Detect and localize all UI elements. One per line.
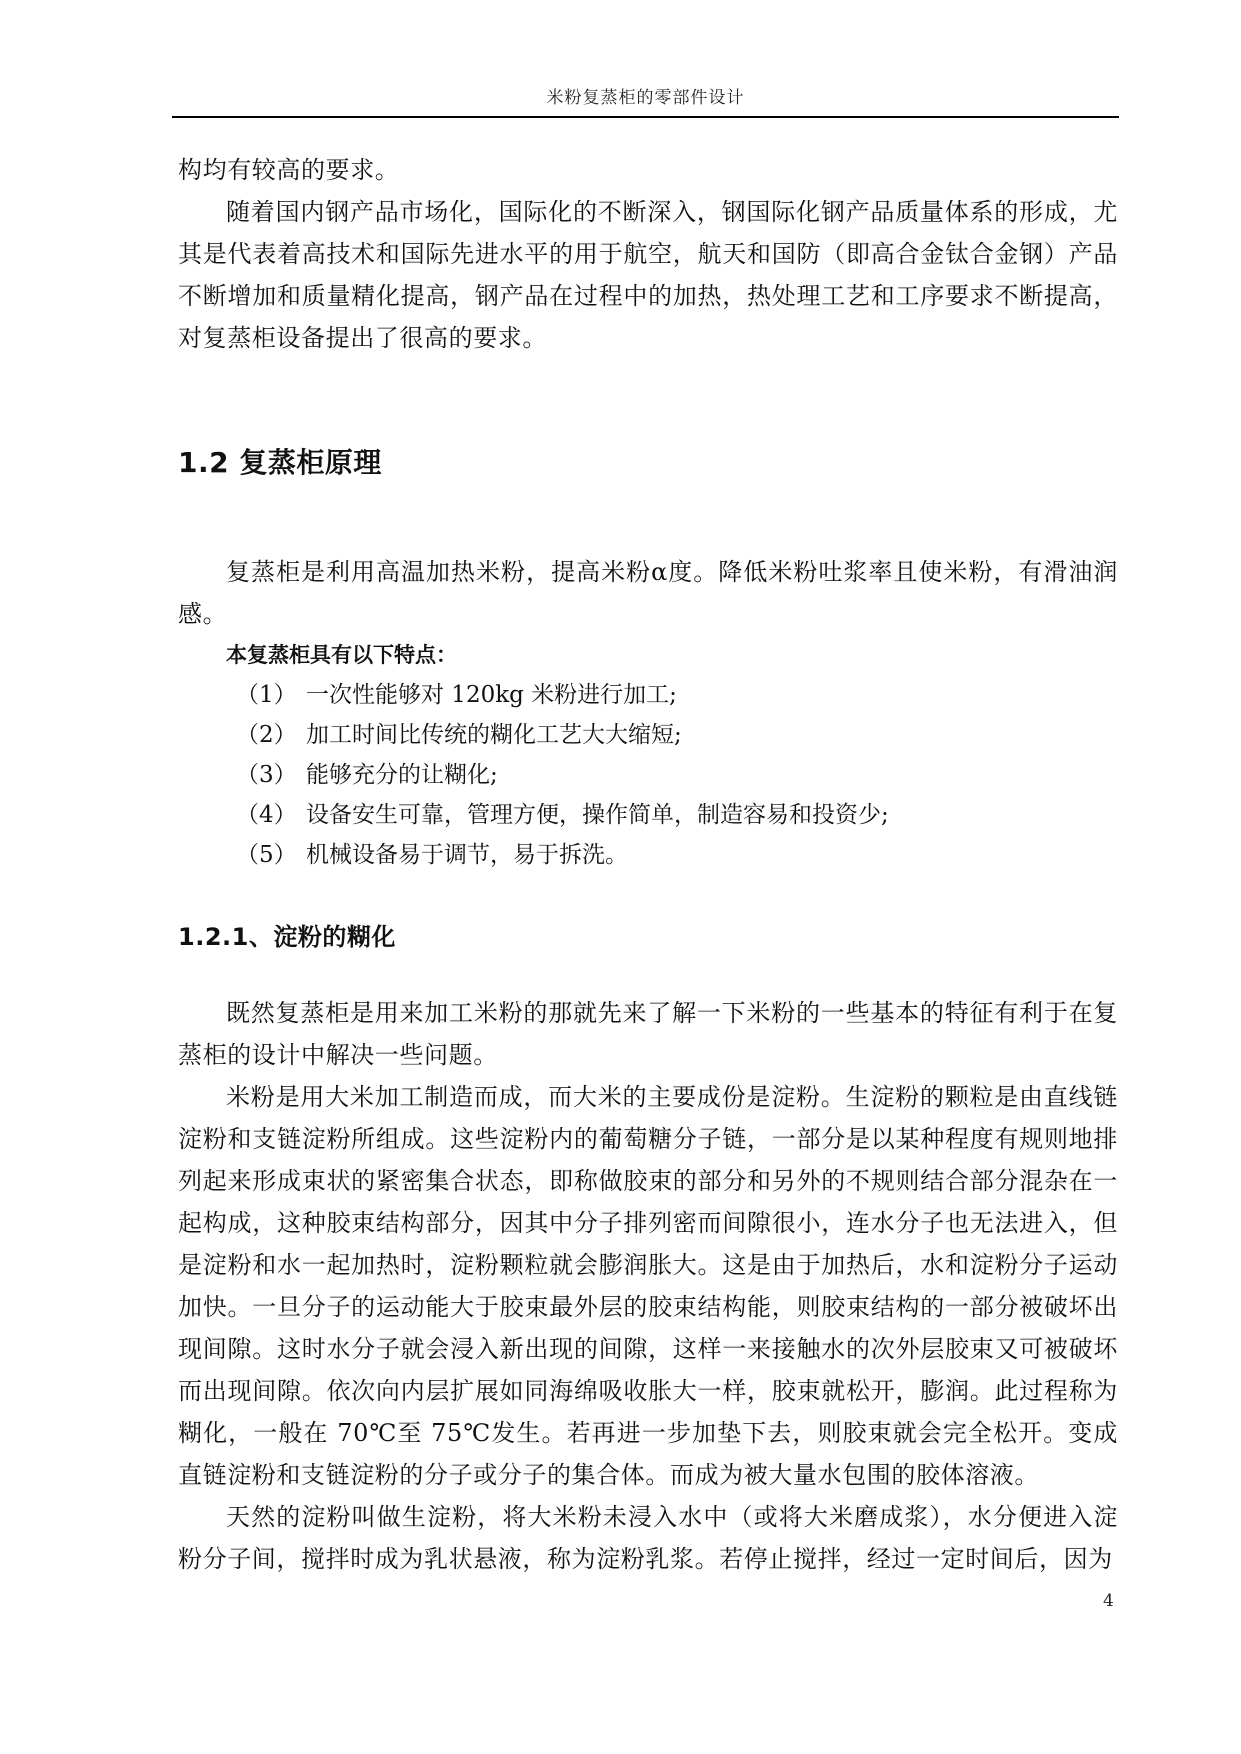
list-item [178, 715, 1118, 755]
list-item-number: （4） [236, 802, 297, 828]
paragraph-steel-market: 随着国内钢产品市场化，国际化的不断深入，钢国际化钢产品质量体系的形成，尤其是代表着高技术和国际先进水平的用于航空，航天和国防（即高合金钛合金钢）产品不断增加和质量精化提高，钢产品在过程中的加热，热处理工艺和工序要求不断提高，对复蒸柜设备提出了很高的要求。 [178, 198, 1118, 352]
paragraph-raw-starch: 天然的淀粉叫做生淀粉，将大米粉未浸入水中（或将大米磨成浆），水分便进入淀粉分子间，搅拌时成为乳状悬液，称为淀粉乳浆。若停止搅拌，经过一定时间后，因为 [178, 1503, 1118, 1573]
list-item-number: （3） [236, 762, 297, 788]
list-item [178, 795, 1118, 835]
running-header: 米粉复蒸柜的零部件设计 [172, 84, 1119, 118]
list-item-number: （1） [236, 682, 297, 708]
features-list [178, 675, 1118, 875]
paragraph-starch-gelatinization: 米粉是用大米加工制造而成，而大米的主要成份是淀粉。生淀粉的颗粒是由直线链淀粉和支链淀粉所组成。这些淀粉内的葡萄糖分子链，一部分是以某种程度有规则地排列起来形成束状的紧密集合状态，即称做胶束的部分和另外的不规则结合部分混杂在一起构成，这种胶束结构部分，因其中分子排列密而间隙很小，连水分子也无法进入，但是淀粉和水一起加热时，淀粉颗粒就会膨润胀大。这是由于加热后，水和淀粉分子运动加快。一旦分子的运动能大于胶束最外层的胶束结构能，则胶束结构的一部分被破坏出现间隙。这时水分子就会浸入新出现的间隙，这样一来接触水的次外层胶束又可被破坏而出现间隙。依次向内层扩展如同海绵吸收胀大一样，胶束就松开，膨润。此过程称为糊化，一般在 70℃至 75℃发生。若再进一步加垫下去，则胶束就会完全松开。变成直链淀粉和支链淀粉的分子或分子的集合体。而成为被大量水包围的胶体溶液。 [178, 1083, 1118, 1489]
list-item [178, 675, 1118, 715]
list-item [178, 835, 1118, 875]
page-number: 4 [1103, 1591, 1114, 1611]
list-item-text: 能够充分的让糊化; [306, 762, 498, 788]
section-heading-1-2-1: 1.2.1、淀粉的糊化 [178, 923, 396, 951]
page-content [178, 149, 1118, 1580]
list-item-text: 一次性能够对 120kg 米粉进行加工; [306, 682, 677, 708]
paragraph-continuation: 构均有较高的要求。 [178, 156, 400, 184]
features-title: 本复蒸柜具有以下特点： [226, 643, 457, 667]
list-item [178, 755, 1118, 795]
section-heading-1-2: 1.2 复蒸柜原理 [178, 446, 382, 479]
paragraph-principle: 复蒸柜是利用高温加热米粉，提高米粉α度。降低米粉吐浆率且使米粉，有滑油润感。 [178, 558, 1118, 628]
list-item-text: 加工时间比传统的糊化工艺大大缩短; [306, 722, 682, 748]
list-item-text: 机械设备易于调节，易于拆洗。 [306, 842, 628, 868]
list-item-text: 设备安生可靠，管理方便，操作简单，制造容易和投资少; [306, 802, 889, 828]
list-item-number: （5） [236, 842, 297, 868]
paragraph-rice-noodle-intro: 既然复蒸柜是用来加工米粉的那就先来了解一下米粉的一些基本的特征有利于在复蒸柜的设计中解决一些问题。 [178, 999, 1118, 1069]
list-item-number: （2） [236, 722, 297, 748]
